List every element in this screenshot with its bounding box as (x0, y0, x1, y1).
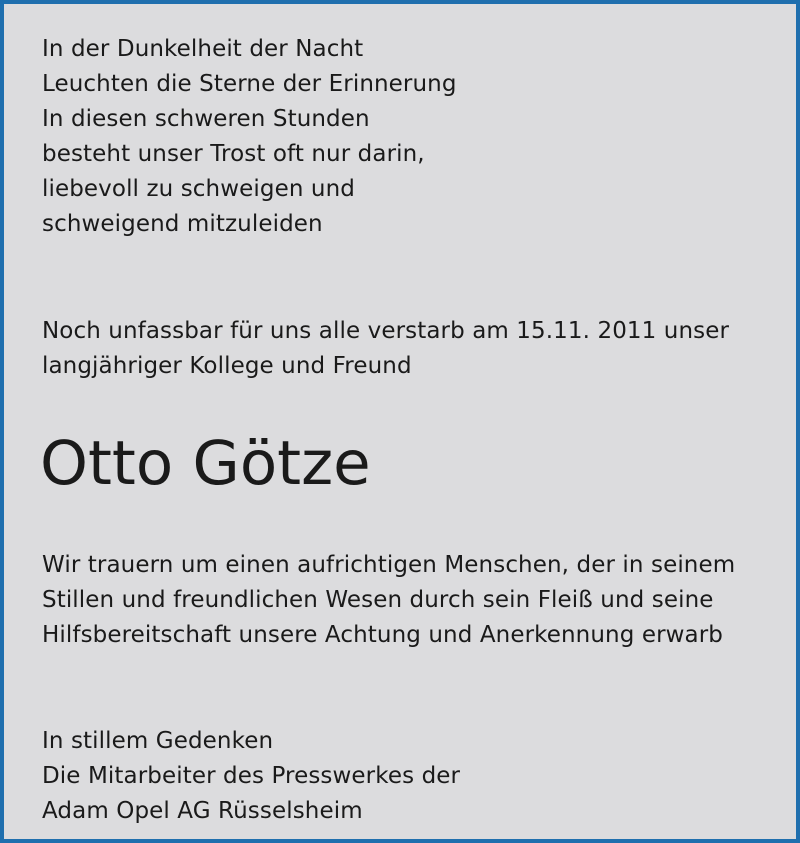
closing-line: Die Mitarbeiter des Presswerkes der (42, 763, 461, 789)
tribute-line: Hilfsbereitschaft unsere Achtung und Anerkennung erwarb (42, 622, 723, 648)
closing-line: Adam Opel AG Rüsselsheim (42, 798, 363, 824)
tribute-line: Stillen und freundlichen Wesen durch sein Fleiß und seine (42, 587, 714, 613)
poem-line: Leuchten die Sterne der Erinnerung (42, 71, 457, 97)
intro-line: langjähriger Kollege und Freund (42, 353, 412, 379)
poem-line: besteht unser Trost oft nur darin, (42, 141, 425, 167)
tribute-block (42, 548, 735, 653)
intro-line: Noch unfassbar für uns alle verstarb am 15.11. 2011 unser (42, 318, 730, 344)
closing-line: In stillem Gedenken (42, 728, 274, 754)
poem-line: In der Dunkelheit der Nacht (42, 36, 364, 62)
poem-line: In diesen schweren Stunden (42, 106, 370, 132)
poem-line: liebevoll zu schweigen und (42, 176, 355, 202)
poem-block (42, 32, 457, 242)
deceased-name: Otto Götze (40, 428, 371, 499)
intro-block (42, 314, 729, 384)
tribute-line: Wir trauern um einen aufrichtigen Menschen, der in seinem (42, 552, 736, 578)
poem-line: schweigend mitzuleiden (42, 211, 323, 237)
closing-block (42, 724, 460, 829)
